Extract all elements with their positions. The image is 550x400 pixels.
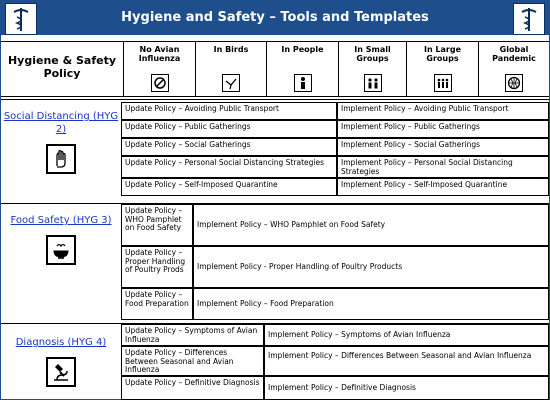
- diagnosis-link[interactable]: Diagnosis (HYG 4): [15, 337, 107, 348]
- section-social-distancing: [1, 99, 549, 200]
- update-policy-cell[interactable]: Update Policy – Definitive Diagnosis: [121, 376, 264, 400]
- people-icon: [294, 74, 312, 92]
- update-policy-cell[interactable]: Update Policy – Personal Social Distancing Strategies: [121, 156, 337, 178]
- caduceus-icon: [5, 3, 37, 35]
- food-safety-icon: [46, 235, 76, 265]
- update-policy-cell[interactable]: Update Policy – Proper Handling of Poultry Prods: [121, 246, 193, 288]
- implement-policy-cell[interactable]: Implement Policy - Proper Handling of Poultry Products: [193, 246, 549, 288]
- implement-policy-cell[interactable]: Implement Policy – Social Gatherings: [337, 138, 549, 156]
- section-diagnosis: [1, 323, 549, 400]
- caduceus-icon: [513, 3, 545, 35]
- large-groups-icon: [434, 74, 452, 92]
- title-bar: [1, 1, 549, 35]
- update-policy-cell[interactable]: Update Policy – Self-Imposed Quarantine: [121, 178, 337, 196]
- implement-policy-cell[interactable]: Implement Policy – Personal Social Distancing Strategies: [337, 156, 549, 178]
- section-food-safety: [1, 203, 549, 320]
- column-no-avian-influenza: [123, 42, 195, 96]
- global-pandemic-icon: [505, 74, 523, 92]
- policy-column-header: Hygiene & Safety Policy: [7, 54, 117, 80]
- column-global-pandemic: [478, 42, 549, 96]
- section-heading: [1, 324, 121, 400]
- update-policy-cell[interactable]: Update Policy – Social Gatherings: [121, 138, 337, 156]
- column-in-large-groups: [406, 42, 478, 96]
- column-header-row: [1, 41, 549, 97]
- social-distancing-icon: [46, 144, 76, 174]
- implement-policy-cell[interactable]: Implement Policy – Differences Between Seasonal and Avian Influenza: [264, 346, 549, 376]
- update-policy-cell[interactable]: Update Policy – Differences Between Seasonal and Avian Influenza: [121, 346, 264, 376]
- implement-policy-cell[interactable]: Implement Policy – WHO Pamphlet on Food Safety: [193, 204, 549, 246]
- column-in-birds: [195, 42, 266, 96]
- column-label: In Birds: [213, 45, 249, 54]
- food-safety-link[interactable]: Food Safety (HYG 3): [10, 215, 112, 226]
- implement-policy-cell[interactable]: Implement Policy – Avoiding Public Transport: [337, 102, 549, 120]
- implement-policy-cell[interactable]: Implement Policy – Food Preparation: [193, 288, 549, 320]
- column-label: In Small Groups: [354, 45, 391, 63]
- implement-policy-cell[interactable]: Implement Policy – Public Gatherings: [337, 120, 549, 138]
- section-heading: [1, 100, 121, 200]
- implement-policy-cell[interactable]: Implement Policy – Symptoms of Avian Influenza: [264, 324, 549, 346]
- no-avian-influenza-icon: [151, 74, 169, 92]
- implement-policy-cell[interactable]: Implement Policy – Definitive Diagnosis: [264, 376, 549, 400]
- update-policy-cell[interactable]: Update Policy – WHO Pamphlet on Food Safety: [121, 204, 193, 246]
- column-label: In People: [281, 45, 324, 54]
- column-label: No Avian Influenza: [138, 45, 181, 63]
- section-heading: [1, 204, 121, 320]
- implement-policy-cell[interactable]: Implement Policy – Self-Imposed Quarantine: [337, 178, 549, 196]
- column-label: Global Pandemic: [492, 45, 536, 63]
- update-policy-cell[interactable]: Update Policy – Symptoms of Avian Influenza: [121, 324, 264, 346]
- page-title: Hygiene and Safety – Tools and Templates: [121, 10, 429, 25]
- column-in-small-groups: [338, 42, 406, 96]
- birds-icon: [222, 74, 240, 92]
- column-label: In Large Groups: [423, 45, 462, 63]
- update-policy-cell[interactable]: Update Policy – Public Gatherings: [121, 120, 337, 138]
- update-policy-cell[interactable]: Update Policy – Food Preparation: [121, 288, 193, 320]
- column-in-people: [266, 42, 338, 96]
- social-distancing-link[interactable]: Social Distancing (HYG 2): [3, 111, 119, 135]
- update-policy-cell[interactable]: Update Policy – Avoiding Public Transport: [121, 102, 337, 120]
- small-groups-icon: [364, 74, 382, 92]
- diagnosis-icon: [46, 357, 76, 387]
